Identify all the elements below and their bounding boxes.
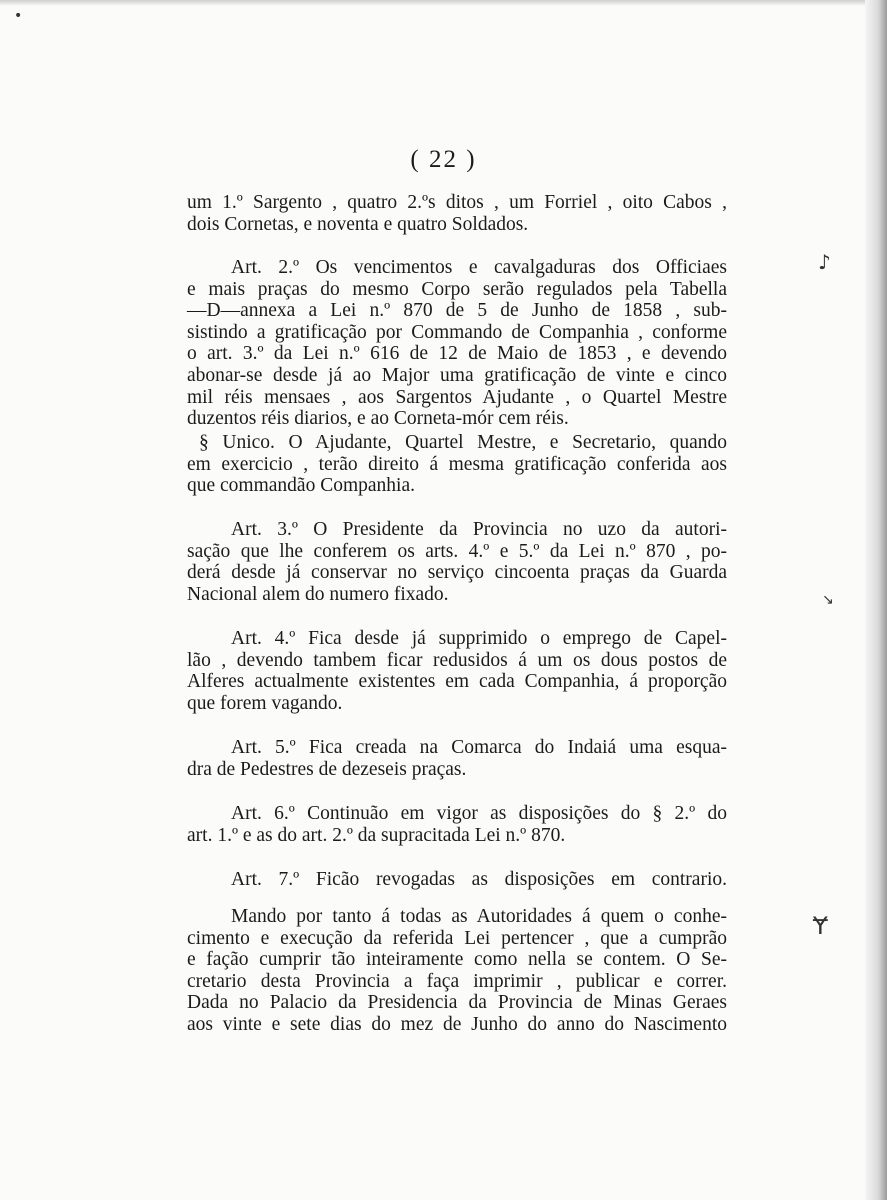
text-line: Art. 4.º Fica desde já supprimido o emprego de Capel- <box>231 628 727 649</box>
page-number: ( 22 ) <box>410 146 477 173</box>
text-line: Art. 3.º O Presidente da Provincia no uzo da autori- <box>231 519 727 540</box>
paragraph-article-4 <box>187 628 727 714</box>
text-line: Art. 2.º Os vencimentos e cavalgaduras dos Officiaes <box>231 257 727 278</box>
text-line: Art. 7.º Ficão revogadas as disposições em contrario. <box>231 869 727 890</box>
page-top-shadow <box>0 0 887 6</box>
page-right-edge-shadow <box>865 0 887 1200</box>
text-line: Mando por tanto á todas as Autoridades á quem o conhe- <box>231 906 727 927</box>
paragraph-intro <box>187 192 727 235</box>
text-line: abonar-se desde já ao Major uma gratificação de vinte e cinco <box>187 364 727 386</box>
text-line: § Unico. O Ajudante, Quartel Mestre, e Secretario, quando <box>199 432 727 453</box>
text-line: e mais praças do mesmo Corpo serão regulados pela Tabella <box>187 278 727 300</box>
paragraph-article-7 <box>187 869 727 891</box>
paragraph-article-3 <box>187 519 727 605</box>
text-line: que forem vagando. <box>187 692 343 714</box>
text-line: —D—annexa a Lei n.º 870 de 5 de Junho de 1858 , sub- <box>187 300 727 322</box>
text-line: dois Cornetas, e noventa e quatro Soldados. <box>187 213 529 235</box>
text-line: em exercicio , terão direito á mesma gratificação conferida aos <box>187 453 727 475</box>
paragraph-unico <box>187 432 727 497</box>
text-line: Dada no Palacio da Presidencia da Provincia de Minas Geraes <box>187 992 727 1014</box>
paragraph-article-5 <box>187 737 727 780</box>
text-line: mil réis mensaes , aos Sargentos Ajudante , o Quartel Mestre <box>187 386 727 408</box>
text-line: sistindo a gratificação por Commando de Companhia , conforme <box>187 321 727 343</box>
margin-mark-ink-middle: ↘ <box>822 592 834 608</box>
margin-mark-dot: • <box>14 8 23 24</box>
text-line: um 1.º Sargento , quatro 2.ºs ditos , um Forriel , oito Cabos , <box>187 192 727 213</box>
text-line: Nacional alem do numero fixado. <box>187 583 449 605</box>
text-line: cimento e execução da referida Lei pertencer , que a cumprão <box>187 927 727 949</box>
paragraph-article-2 <box>187 257 727 430</box>
text-line: aos vinte e sete dias do mez de Junho do anno do Nascimento <box>187 1013 727 1035</box>
text-line: o art. 3.º da Lei n.º 616 de 12 de Maio de 1853 , e devendo <box>187 343 727 365</box>
text-line: Art. 6.º Continuão em vigor as disposições do § 2.º do <box>231 803 727 824</box>
text-line: Art. 5.º Fica creada na Comarca do Indaiá uma esqua- <box>231 737 727 758</box>
text-line: duzentos réis diarios, e ao Corneta-mór cem réis. <box>187 408 569 430</box>
margin-mark-ink-top: ♪ <box>818 250 831 274</box>
text-line: que commandão Companhia. <box>187 475 415 497</box>
text-line: sação que lhe conferem os arts. 4.º e 5.º da Lei n.º 870 , po- <box>187 540 727 562</box>
margin-mark-ink-lower: Ɏ <box>813 912 828 940</box>
text-line: art. 1.º e as do art. 2.º da supracitada Lei n.º 870. <box>187 824 566 846</box>
paragraph-mando <box>187 906 727 1036</box>
paragraph-article-6 <box>187 803 727 846</box>
text-line: e fação cumprir tão inteiramente como nella se contem. O Se- <box>187 949 727 971</box>
text-line: dra de Pedestres de dezeseis praças. <box>187 758 467 780</box>
text-line: derá desde já conservar no serviço cincoenta praças da Guarda <box>187 562 727 584</box>
text-line: lão , devendo tambem ficar redusidos á um os dous postos de <box>187 649 727 671</box>
text-line: Alferes actualmente existentes em cada Companhia, á proporção <box>187 671 727 693</box>
text-line: cretario desta Provincia a faça imprimir , publicar e correr. <box>187 970 727 992</box>
